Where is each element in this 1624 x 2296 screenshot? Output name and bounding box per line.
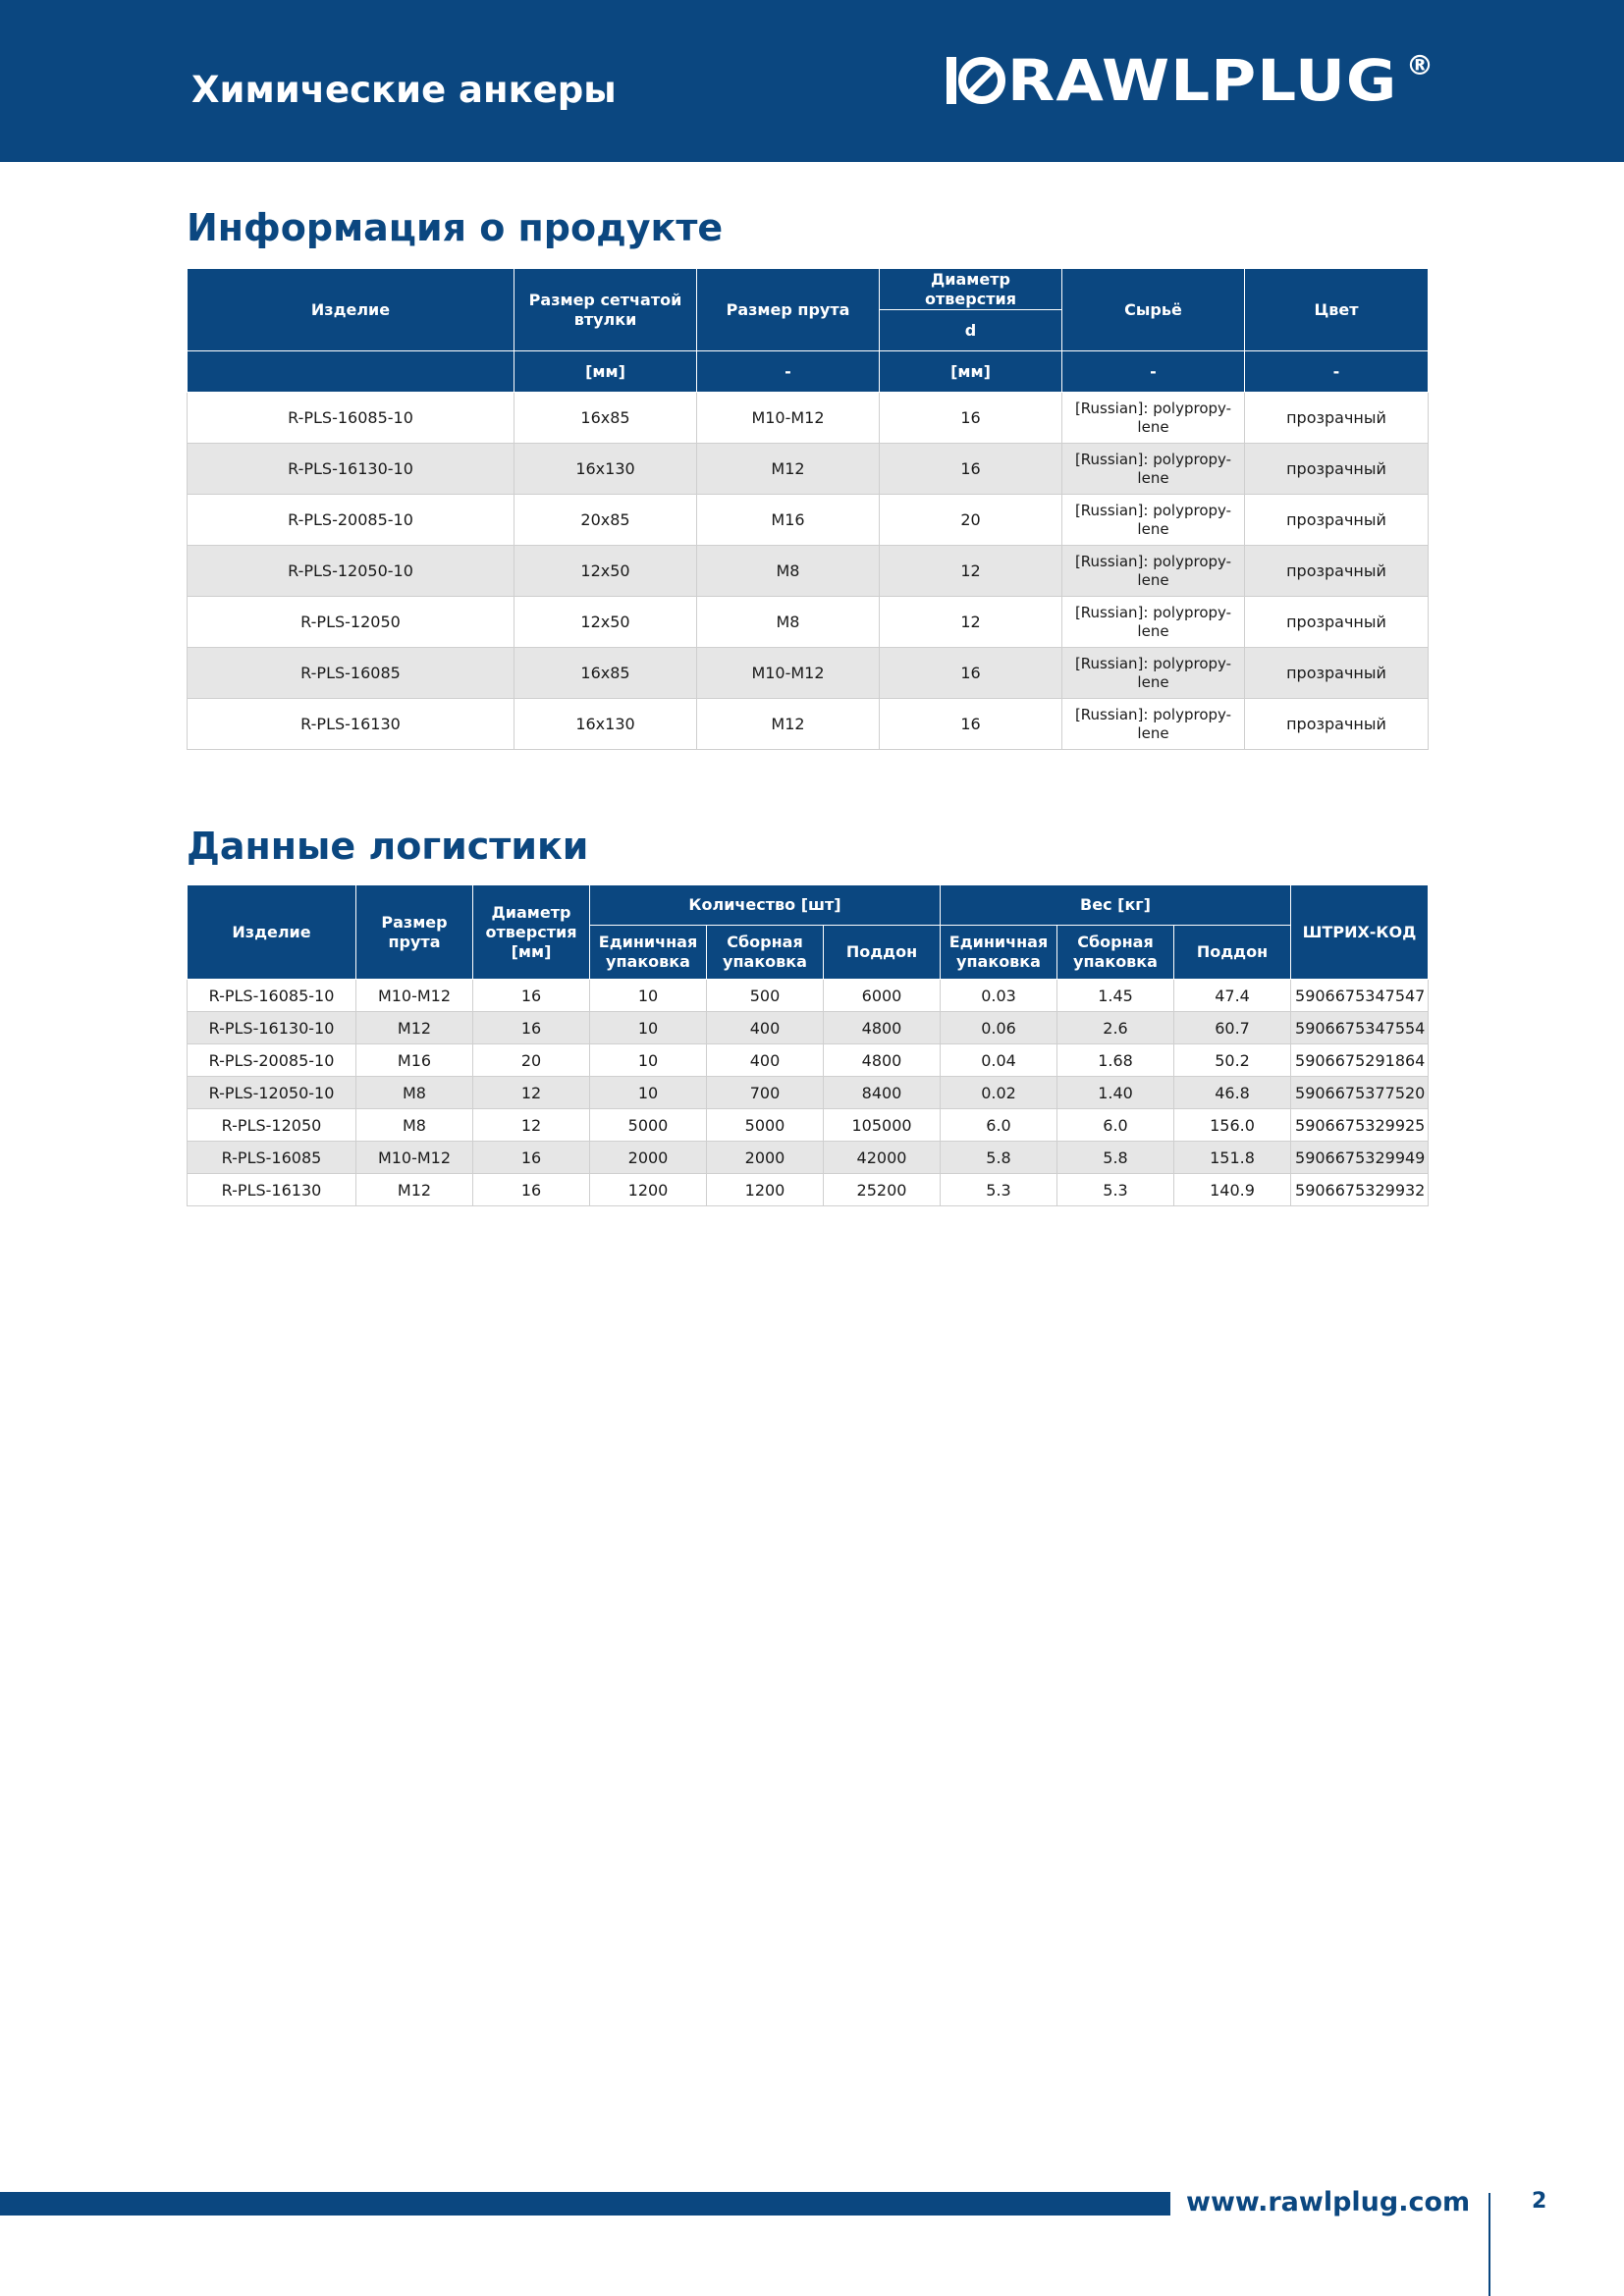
cell-color: прозрачный (1245, 699, 1429, 750)
cell-wt-bulk: 5.3 (1057, 1174, 1174, 1206)
cell-product: R-PLS-16085 (188, 648, 514, 699)
cell-barcode: 5906675347554 (1291, 1012, 1429, 1044)
header-quantity: Количество [шт] (590, 885, 941, 926)
unit-material: - (1062, 351, 1245, 393)
cell-barcode: 5906675329949 (1291, 1142, 1429, 1174)
cell-rod-size: M10-M12 (356, 980, 473, 1012)
cell-rod-size: M12 (697, 444, 880, 495)
cell-color: прозрачный (1245, 495, 1429, 546)
cell-wt-unit: 5.8 (941, 1142, 1057, 1174)
cell-rod-size: M10-M12 (697, 648, 880, 699)
cell-qty-unit: 10 (590, 1044, 707, 1077)
cell-hole-diameter: 16 (473, 1142, 590, 1174)
cell-qty-bulk: 400 (707, 1044, 824, 1077)
unit-hole: [мм] (880, 351, 1062, 393)
cell-wt-bulk: 1.45 (1057, 980, 1174, 1012)
cell-rod-size: M8 (356, 1109, 473, 1142)
cell-rod-size: M12 (697, 699, 880, 750)
cell-color: прозрачный (1245, 393, 1429, 444)
unit-rod: - (697, 351, 880, 393)
header-color: Цвет (1245, 269, 1429, 351)
header-title: Химические анкеры (191, 69, 617, 111)
cell-hole-diameter: 20 (473, 1044, 590, 1077)
cell-wt-pallet: 50.2 (1174, 1044, 1291, 1077)
footer-divider (1489, 2193, 1490, 2296)
cell-product: R-PLS-20085-10 (188, 495, 514, 546)
cell-hole-diameter: 12 (473, 1109, 590, 1142)
header-weight: Вес [кг] (941, 885, 1291, 926)
cell-sleeve-size: 16x85 (514, 393, 697, 444)
cell-rod-size: M8 (697, 597, 880, 648)
cell-qty-unit: 2000 (590, 1142, 707, 1174)
cell-material: [Russian]: polypropy-lene (1062, 699, 1245, 750)
header-barcode: ШТРИХ-КОД (1291, 885, 1429, 980)
cell-product: R-PLS-16130-10 (188, 444, 514, 495)
cell-material: [Russian]: polypropy-lene (1062, 495, 1245, 546)
cell-material: [Russian]: polypropy-lene (1062, 444, 1245, 495)
cell-material: [Russian]: polypropy-lene (1062, 648, 1245, 699)
cell-sleeve-size: 16x130 (514, 444, 697, 495)
table-row (188, 699, 1429, 750)
unit-color: - (1245, 351, 1429, 393)
header-rod-size: Размер прута (697, 269, 880, 351)
header-product: Изделие (188, 885, 356, 980)
header-wt-bulk-pack: Сборная упаковка (1057, 926, 1174, 980)
cell-qty-bulk: 5000 (707, 1109, 824, 1142)
cell-qty-unit: 10 (590, 980, 707, 1012)
cell-color: прозрачный (1245, 444, 1429, 495)
cell-barcode: 5906675329925 (1291, 1109, 1429, 1142)
table-row (188, 546, 1429, 597)
cell-hole-diameter: 12 (880, 597, 1062, 648)
cell-hole-diameter: 20 (880, 495, 1062, 546)
header-wt-unit-pack: Единичная упаковка (941, 926, 1057, 980)
cell-product: R-PLS-12050 (188, 1109, 356, 1142)
cell-qty-pallet: 4800 (824, 1012, 941, 1044)
cell-hole-diameter: 12 (473, 1077, 590, 1109)
cell-product: R-PLS-16085-10 (188, 393, 514, 444)
cell-product: R-PLS-20085-10 (188, 1044, 356, 1077)
header-wt-pallet: Поддон (1174, 926, 1291, 980)
table-row (188, 597, 1429, 648)
cell-barcode: 5906675347547 (1291, 980, 1429, 1012)
header-hole-diameter: Диаметр отверстия (880, 269, 1062, 310)
header-material: Сырьё (1062, 269, 1245, 351)
table-row (188, 1109, 1429, 1142)
cell-color: прозрачный (1245, 546, 1429, 597)
cell-wt-unit: 6.0 (941, 1109, 1057, 1142)
cell-wt-pallet: 156.0 (1174, 1109, 1291, 1142)
header-qty-unit-pack: Единичная упаковка (590, 926, 707, 980)
cell-wt-pallet: 46.8 (1174, 1077, 1291, 1109)
cell-hole-diameter: 16 (880, 393, 1062, 444)
header-rod-size: Размер прута (356, 885, 473, 980)
header-qty-bulk-pack: Сборная упаковка (707, 926, 824, 980)
header-sleeve-size: Размер сетчатой втулки (514, 269, 697, 351)
cell-qty-pallet: 42000 (824, 1142, 941, 1174)
cell-qty-unit: 5000 (590, 1109, 707, 1142)
cell-qty-pallet: 8400 (824, 1077, 941, 1109)
cell-rod-size: M10-M12 (356, 1142, 473, 1174)
cell-qty-pallet: 25200 (824, 1174, 941, 1206)
table-row (188, 1142, 1429, 1174)
cell-sleeve-size: 16x130 (514, 699, 697, 750)
cell-product: R-PLS-12050-10 (188, 1077, 356, 1109)
cell-qty-bulk: 700 (707, 1077, 824, 1109)
unit-sleeve: [мм] (514, 351, 697, 393)
table-row (188, 980, 1429, 1012)
table-row (188, 495, 1429, 546)
header-unit-blank (188, 351, 514, 393)
cell-wt-unit: 5.3 (941, 1174, 1057, 1206)
logistics-title: Данные логистики (187, 825, 589, 868)
cell-qty-bulk: 400 (707, 1012, 824, 1044)
cell-wt-bulk: 5.8 (1057, 1142, 1174, 1174)
cell-material: [Russian]: polypropy-lene (1062, 546, 1245, 597)
cell-rod-size: M16 (356, 1044, 473, 1077)
cell-barcode: 5906675377520 (1291, 1077, 1429, 1109)
cell-qty-bulk: 1200 (707, 1174, 824, 1206)
product-info-table (187, 268, 1429, 750)
rawlplug-logo (945, 47, 1434, 114)
page-header (0, 0, 1624, 162)
cell-wt-bulk: 6.0 (1057, 1109, 1174, 1142)
cell-product: R-PLS-16085-10 (188, 980, 356, 1012)
cell-sleeve-size: 16x85 (514, 648, 697, 699)
table-row (188, 648, 1429, 699)
header-product: Изделие (188, 269, 514, 351)
cell-wt-unit: 0.03 (941, 980, 1057, 1012)
cell-hole-diameter: 16 (880, 648, 1062, 699)
cell-wt-pallet: 151.8 (1174, 1142, 1291, 1174)
cell-hole-diameter: 16 (880, 699, 1062, 750)
cell-qty-pallet: 105000 (824, 1109, 941, 1142)
cell-qty-bulk: 2000 (707, 1142, 824, 1174)
cell-wt-bulk: 2.6 (1057, 1012, 1174, 1044)
cell-qty-unit: 10 (590, 1077, 707, 1109)
footer-bar (0, 2192, 1170, 2216)
cell-material: [Russian]: polypropy-lene (1062, 597, 1245, 648)
cell-rod-size: M8 (356, 1077, 473, 1109)
header-qty-pallet: Поддон (824, 926, 941, 980)
cell-barcode: 5906675291864 (1291, 1044, 1429, 1077)
cell-wt-pallet: 140.9 (1174, 1174, 1291, 1206)
cell-color: прозрачный (1245, 648, 1429, 699)
cell-sleeve-size: 20x85 (514, 495, 697, 546)
cell-rod-size: M16 (697, 495, 880, 546)
page-number: 2 (1532, 2189, 1547, 2214)
header-hole-symbol: d (880, 310, 1062, 351)
cell-product: R-PLS-16130-10 (188, 1012, 356, 1044)
cell-wt-pallet: 47.4 (1174, 980, 1291, 1012)
cell-qty-unit: 10 (590, 1012, 707, 1044)
table-row (188, 444, 1429, 495)
cell-hole-diameter: 12 (880, 546, 1062, 597)
cell-product: R-PLS-16130 (188, 1174, 356, 1206)
table-row (188, 1174, 1429, 1206)
registered-mark: ® (1406, 49, 1434, 81)
cell-wt-bulk: 1.40 (1057, 1077, 1174, 1109)
cell-hole-diameter: 16 (473, 1012, 590, 1044)
cell-wt-unit: 0.04 (941, 1044, 1057, 1077)
cell-rod-size: M10-M12 (697, 393, 880, 444)
cell-hole-diameter: 16 (473, 1174, 590, 1206)
cell-wt-bulk: 1.68 (1057, 1044, 1174, 1077)
logistics-table (187, 884, 1429, 1206)
table-row (188, 393, 1429, 444)
cell-hole-diameter: 16 (880, 444, 1062, 495)
logo-wordmark: RAWLPLUG (1007, 47, 1398, 114)
cell-wt-unit: 0.02 (941, 1077, 1057, 1109)
header-hole-diameter: Диаметр отверстия [мм] (473, 885, 590, 980)
cell-material: [Russian]: polypropy-lene (1062, 393, 1245, 444)
cell-rod-size: M12 (356, 1174, 473, 1206)
cell-product: R-PLS-12050-10 (188, 546, 514, 597)
cell-sleeve-size: 12x50 (514, 546, 697, 597)
table-row (188, 1077, 1429, 1109)
cell-qty-bulk: 500 (707, 980, 824, 1012)
cell-color: прозрачный (1245, 597, 1429, 648)
product-info-title: Информация о продукте (187, 206, 724, 249)
cell-sleeve-size: 12x50 (514, 597, 697, 648)
table-row (188, 1044, 1429, 1077)
cell-qty-pallet: 4800 (824, 1044, 941, 1077)
table-row (188, 1012, 1429, 1044)
cell-barcode: 5906675329932 (1291, 1174, 1429, 1206)
cell-qty-unit: 1200 (590, 1174, 707, 1206)
cell-product: R-PLS-16085 (188, 1142, 356, 1174)
cell-product: R-PLS-16130 (188, 699, 514, 750)
cell-wt-unit: 0.06 (941, 1012, 1057, 1044)
cell-product: R-PLS-12050 (188, 597, 514, 648)
rawlplug-logo-mark-icon (945, 53, 1005, 108)
cell-rod-size: M8 (697, 546, 880, 597)
cell-rod-size: M12 (356, 1012, 473, 1044)
footer-url-link[interactable]: www.rawlplug.com (1186, 2187, 1471, 2217)
cell-wt-pallet: 60.7 (1174, 1012, 1291, 1044)
cell-hole-diameter: 16 (473, 980, 590, 1012)
cell-qty-pallet: 6000 (824, 980, 941, 1012)
